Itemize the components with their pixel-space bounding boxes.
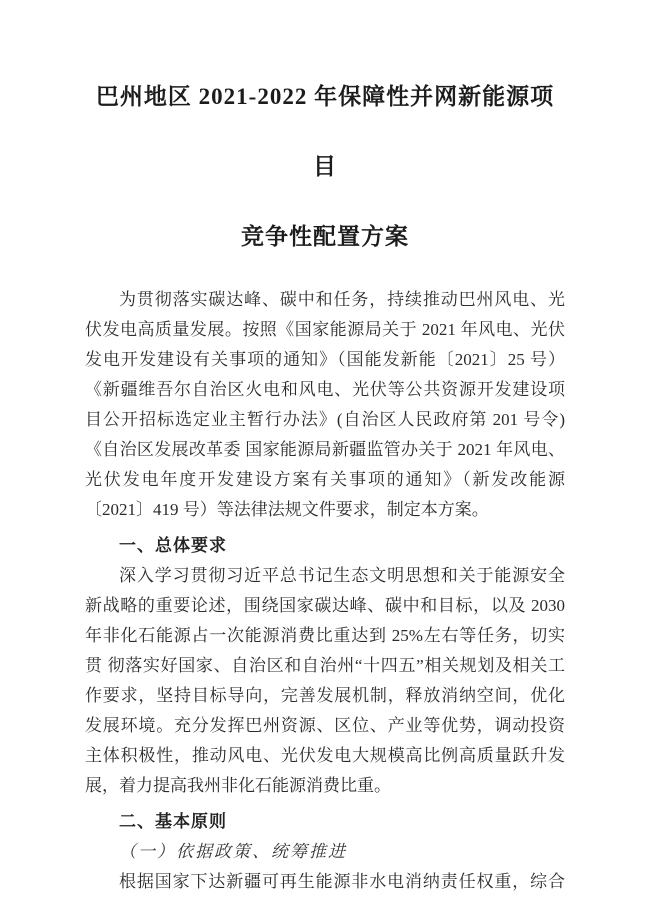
paragraph-line: 为贯彻落实碳达峰、碳中和任务，持续推动巴州风电、光 [119,290,565,309]
paragraph-2 [85,561,565,801]
paragraph-line: 《新疆维吾尔自治区火电和风电、光伏等公共资源开发建设项 [85,380,565,399]
paragraph-line: 伏发电高质量发展。按照《国家能源局关于 2021 年风电、光伏 [85,320,565,339]
paragraph-3 [85,867,565,897]
paragraph-line: 深入学习贯彻习近平总书记生态文明思想和关于能源安全 [119,566,565,585]
paragraph-line: 目公开招标选定业主暂行办法》(自治区人民政府第 201 号令) [85,410,565,429]
paragraph-line: 作要求，坚持目标导向，完善发展机制，释放消纳空间，优化 [85,686,565,705]
paragraph-line: 《自治区发展改革委 国家能源局新疆监管办关于 2021 年风电、 [85,440,565,459]
paragraph-line: 〔2021〕419 号）等法律法规文件要求，制定本方案。 [85,500,489,519]
section-heading-1: 一、总体要求 [119,536,227,555]
section-heading-2: 二、基本原则 [119,812,227,831]
document-body [85,285,565,897]
paragraph-line: 新战略的重要论述，围绕国家碳达峰、碳中和目标，以及 2030 [85,596,565,615]
paragraph-line: 主体积极性，推动风电、光伏发电大规模高比例高质量跃升发 [85,746,565,765]
paragraph-1 [85,285,565,525]
document-title [85,62,565,272]
paragraph-line: 发电开发建设有关事项的通知》（国能发新能〔2021〕25 号） [85,350,565,369]
title-line-2: 竞争性配置方案 [241,224,409,249]
paragraph-line: 贯 彻落实好国家、自治区和自治州“十四五”相关规划及相关工 [85,656,565,675]
paragraph-line: 年非化石能源占一次能源消费比重达到 25%左右等任务，切实 [85,626,565,645]
paragraph-line: 根据国家下达新疆可再生能源非水电消纳责任权重，综合 [119,872,565,891]
subsection-heading-1: （一）依据政策、统筹推进 [119,842,347,861]
paragraph-line: 展，着力提高我州非化石能源消费比重。 [85,776,391,795]
paragraph-line: 光伏发电年度开发建设方案有关事项的通知》（新发改能源 [85,470,565,489]
title-line-1: 巴州地区 2021-2022 年保障性并网新能源项目 [95,84,555,179]
paragraph-line: 发展环境。充分发挥巴州资源、区位、产业等优势，调动投资 [85,716,565,735]
